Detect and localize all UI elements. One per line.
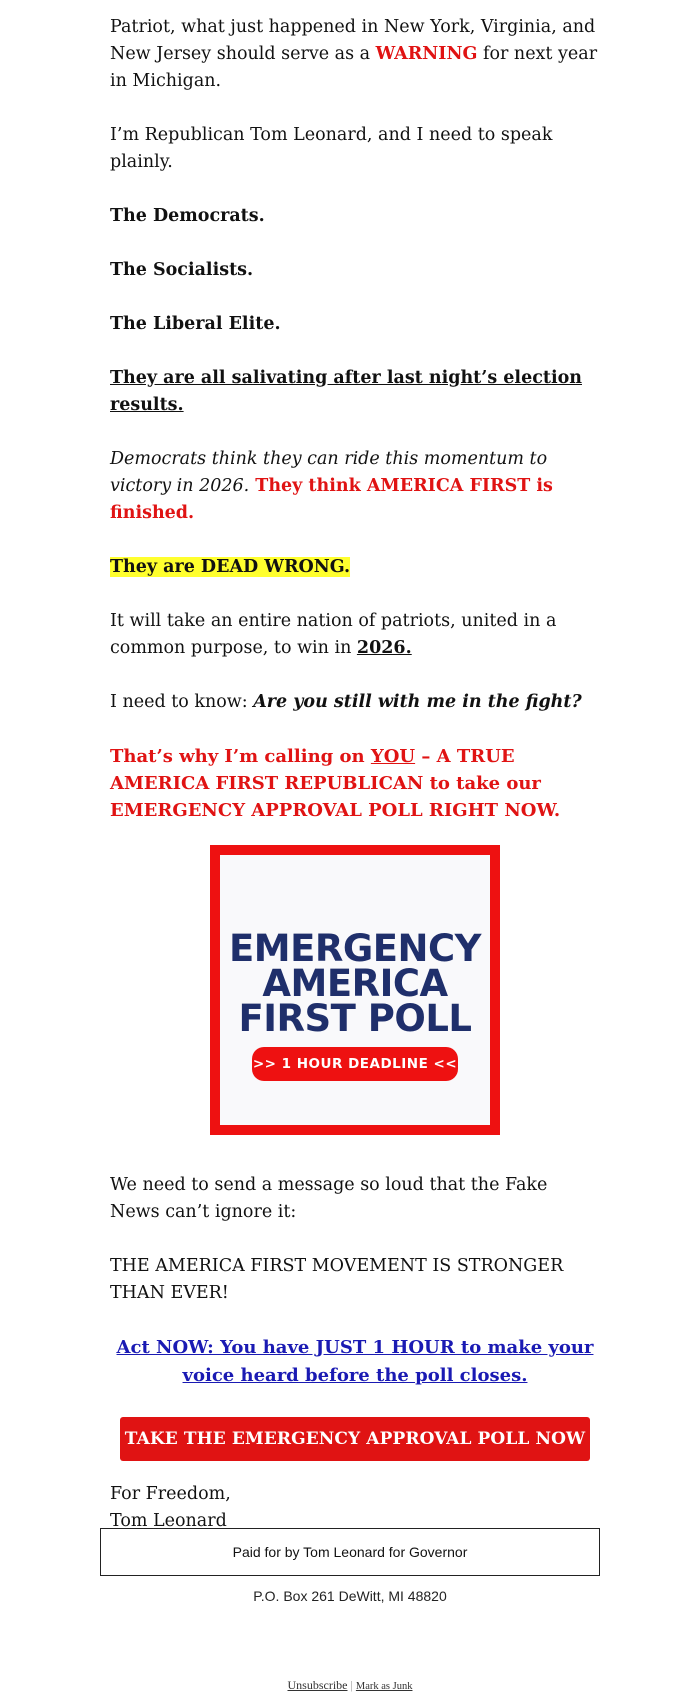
calling-text: That’s why I’m calling on — [110, 746, 371, 767]
fight-question: Are you still with me in the fight? — [253, 692, 582, 712]
email-body — [110, 14, 600, 1562]
momentum-italic: Democrats think they can ride this momentum to victory in 2026. — [110, 449, 548, 496]
poll-title-line-2: AMERICA — [262, 962, 448, 1005]
act-now-paragraph — [110, 1334, 600, 1390]
take-poll-button[interactable]: TAKE THE EMERGENCY APPROVAL POLL NOW — [120, 1417, 590, 1461]
footer-address: P.O. Box 261 DeWitt, MI 48820 — [253, 1588, 447, 1604]
nation-text: It will take an entire nation of patriots, united in a common purpose, to win in — [110, 611, 557, 658]
cta-wrapper — [110, 1417, 600, 1461]
salivating-line: They are all salivating after last night’s election results. — [110, 368, 582, 415]
signoff-name: Tom Leonard — [110, 1511, 227, 1531]
deadline-badge: >> 1 HOUR DEADLINE << — [252, 1047, 458, 1081]
momentum-paragraph — [110, 446, 600, 527]
calling-text-end: – A TRUE AMERICA FIRST REPUBLICAN to take our EMERGENCY APPROVAL POLL RIGHT NOW. — [110, 746, 561, 821]
calling-paragraph — [110, 743, 600, 824]
dead-wrong-highlight: They are DEAD WRONG. — [110, 557, 351, 577]
act-now-link[interactable]: Act NOW: You have JUST 1 HOUR to make your voice heard before the poll closes. — [116, 1337, 594, 1386]
question-lead: I need to know: — [110, 692, 254, 712]
signoff-closing: For Freedom, — [110, 1484, 231, 1504]
unsubscribe-link[interactable]: Unsubscribe — [287, 1678, 348, 1692]
dead-wrong-paragraph — [110, 554, 600, 581]
you-emphasis: YOU — [370, 746, 416, 767]
intro-text-end: for next year in Michigan. — [110, 44, 598, 91]
poll-title-line-1: EMERGENCY — [229, 927, 481, 970]
movement-paragraph: THE AMERICA FIRST MOVEMENT IS STRONGER THAN EVER! — [110, 1256, 564, 1303]
fake-news-paragraph: We need to send a message so loud that the Fake News can’t ignore it: — [110, 1175, 548, 1222]
emergency-poll-image[interactable] — [210, 845, 500, 1135]
signoff — [110, 1481, 600, 1535]
warning-text: WARNING — [375, 44, 478, 64]
sender-intro: I’m Republican Tom Leonard, and I need to speak plainly. — [110, 125, 553, 172]
poll-image-wrapper — [110, 845, 600, 1144]
poll-title-line-3: FIRST POLL — [238, 997, 472, 1040]
year-2026: 2026. — [356, 638, 412, 658]
line-liberal-elite: The Liberal Elite. — [110, 314, 281, 334]
mark-as-junk-link[interactable]: Mark as Junk — [355, 1681, 413, 1692]
intro-text: Patriot, what just happened in New York, Virginia, and New Jersey should serve as a — [110, 17, 596, 64]
question-paragraph — [110, 689, 600, 716]
america-first-finished: They think AMERICA FIRST is finished. — [110, 476, 553, 523]
paid-for-box: Paid for by Tom Leonard for Governor — [100, 1528, 600, 1576]
footer-separator: | — [350, 1678, 353, 1692]
intro-paragraph — [110, 14, 600, 95]
line-socialists: The Socialists. — [110, 260, 254, 280]
poll-image-title — [220, 927, 490, 1040]
unsubscribe-bar — [0, 1678, 700, 1693]
nation-paragraph — [110, 608, 600, 662]
line-democrats: The Democrats. — [110, 206, 265, 226]
